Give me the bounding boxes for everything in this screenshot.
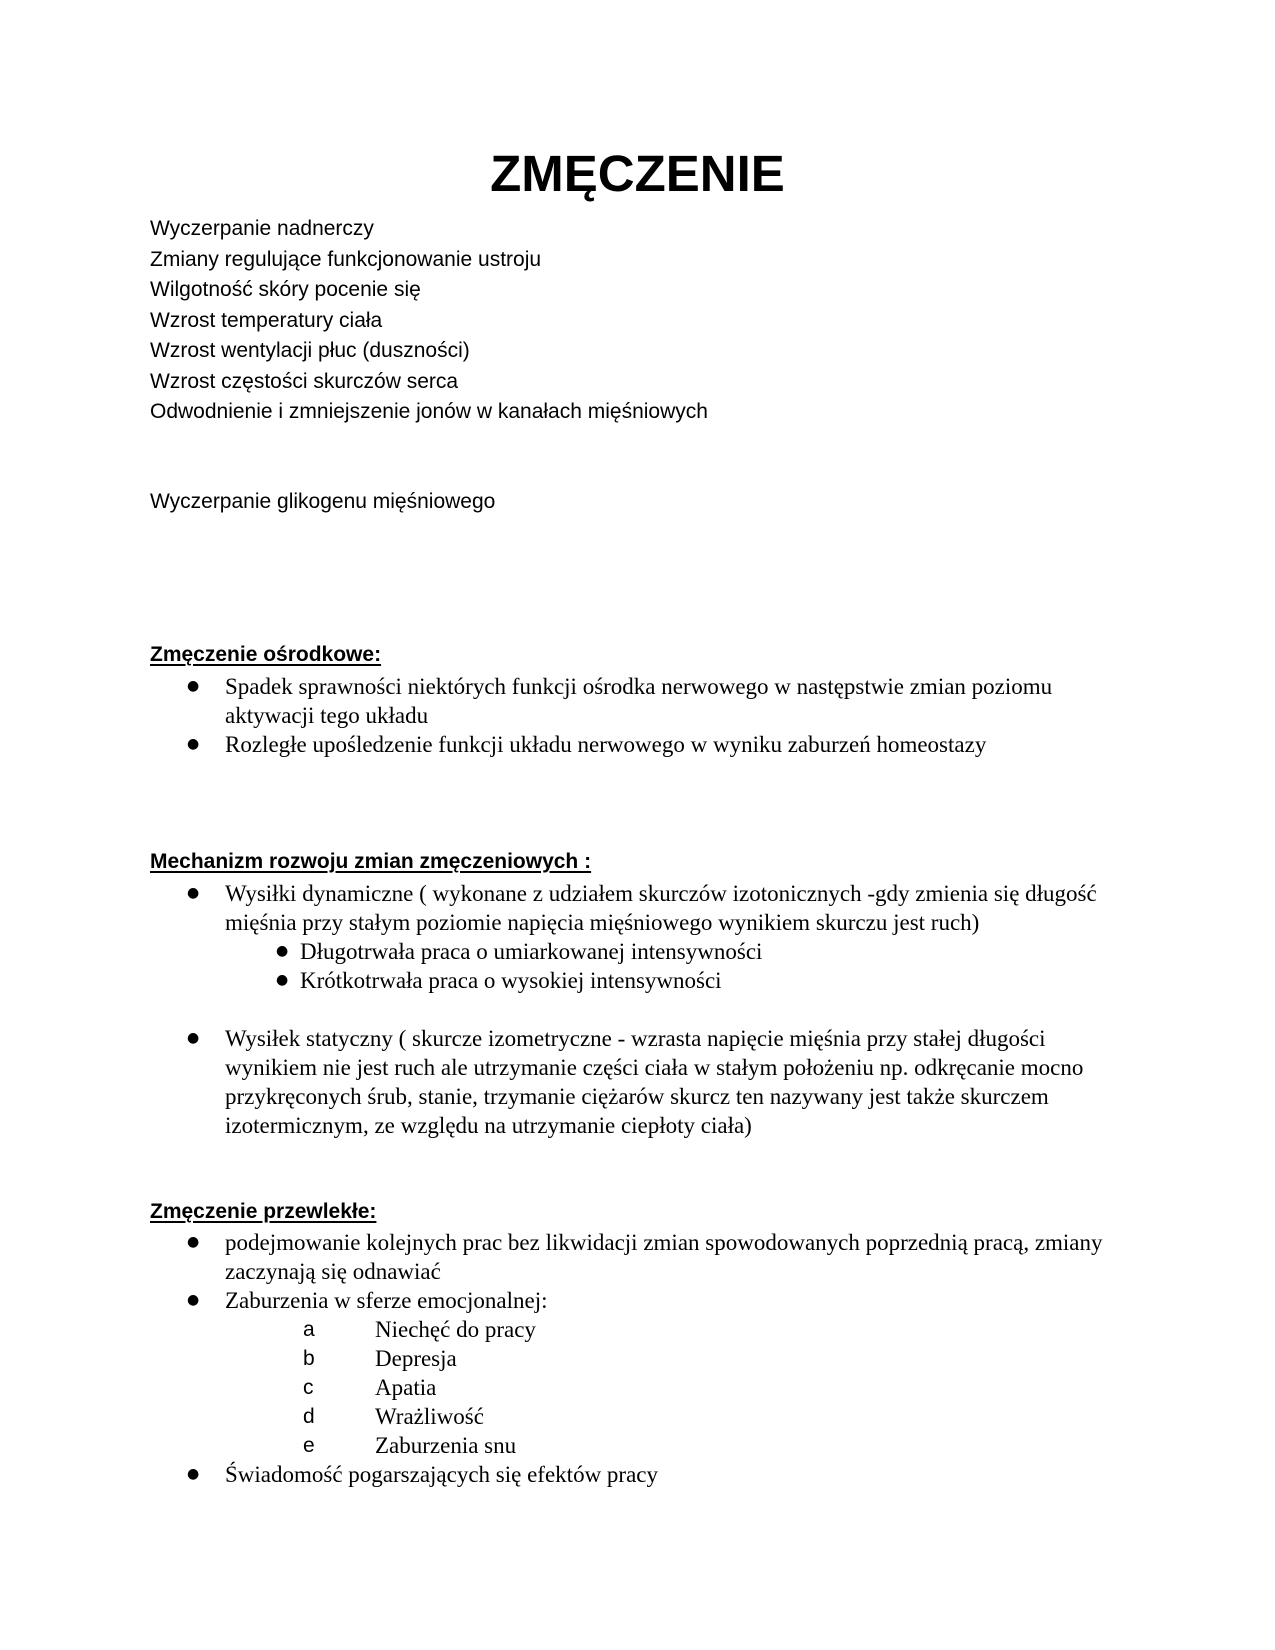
page-title: ZMĘCZENIE <box>490 145 785 202</box>
glycogen-line: Wyczerpanie glikogenu mięśniowego <box>150 490 496 513</box>
chronic-fatigue-list <box>150 1228 1130 1489</box>
item-letter: b <box>303 1347 315 1370</box>
sub-list-item: ● Krótkotrwała praca o wysokiej intensywności <box>225 966 1130 995</box>
symptom-list <box>150 214 708 428</box>
sub-list-container <box>150 937 1130 995</box>
item-text: Wrażliwość <box>375 1404 484 1429</box>
emotional-disorders-list <box>150 1315 1130 1460</box>
chronic-fatigue-heading: Zmęczenie przewlekłe: <box>150 1200 377 1223</box>
item-text: Zaburzenia snu <box>375 1433 517 1458</box>
list-item: ● Spadek sprawności niektórych funkcji ośrodka nerwowego w następstwie zmian poziomu aktywacji tego układu <box>150 672 1130 730</box>
list-item-dynamic <box>150 879 1130 937</box>
list-item: ● Zaburzenia w sferze emocjonalnej: <box>150 1286 1130 1315</box>
lettered-item <box>225 1431 1130 1460</box>
item-letter: a <box>303 1318 315 1341</box>
spacer <box>150 995 1130 1024</box>
sub-list-item: ● Długotrwała praca o umiarkowanej intensywności <box>225 937 1130 966</box>
item-letter: d <box>303 1405 315 1428</box>
dynamic-effort-text: Wysiłki dynamiczne ( wykonane z udziałem skurczów izotonicznych -gdy zmienia się długość mięśnia przy stałym poziomie napięcia mięśniowego wynikiem skurczu jest ruch) <box>225 881 1097 935</box>
item-text: Depresja <box>375 1346 457 1371</box>
symptom-line: Wzrost częstości skurczów serca <box>150 369 459 393</box>
lettered-list-container <box>150 1315 1130 1460</box>
central-fatigue-heading: Zmęczenie ośrodkowe: <box>150 643 382 666</box>
central-fatigue-list <box>150 672 1130 759</box>
lettered-item <box>225 1344 1130 1373</box>
lettered-item <box>225 1315 1130 1344</box>
list-item: ● podejmowanie kolejnych prac bez likwidacji zmian spowodowanych poprzednią pracą, zmiany zaczynają się odnawiać <box>150 1228 1130 1286</box>
symptom-line: Odwodnienie i zmniejszenie jonów w kanałach mięśniowych <box>150 400 708 423</box>
symptom-line: Wyczerpanie nadnerczy <box>150 217 374 240</box>
lettered-item <box>225 1402 1130 1431</box>
item-text: Niechęć do pracy <box>375 1317 536 1342</box>
mechanism-list <box>150 879 1130 1140</box>
list-item: ● Rozległe upośledzenie funkcji układu nerwowego w wyniku zaburzeń homeostazy <box>150 730 1130 759</box>
item-letter: c <box>303 1376 314 1399</box>
item-text: Apatia <box>375 1375 437 1400</box>
list-item: ● Świadomość pogarszających się efektów pracy <box>150 1460 1130 1489</box>
symptom-line: Wzrost wentylacji płuc (duszności) <box>150 339 470 362</box>
list-item-static: ● Wysiłek statyczny ( skurcze izometryczne - wzrasta napięcie mięśnia przy stałej długości wynikiem nie jest ruch ale utrzymanie części ciała w stałym położeniu np. odkręcanie mocno przykręconych śrub, stanie, trzymanie ciężarów skurcz ten nazywany jest także skurczem izotermicznym, ze względu na utrzymanie ciepłoty ciała) <box>150 1024 1130 1140</box>
lettered-item <box>225 1373 1130 1402</box>
symptom-line: Wilgotność skóry pocenie się <box>150 278 421 301</box>
item-letter: e <box>303 1434 315 1457</box>
symptom-line: Zmiany regulujące funkcjonowanie ustroju <box>150 247 542 271</box>
dynamic-sub-list <box>150 937 1130 995</box>
symptom-line: Wzrost temperatury ciała <box>150 308 383 332</box>
mechanism-heading: Mechanizm rozwoju zmian zmęczeniowych : <box>150 850 592 873</box>
